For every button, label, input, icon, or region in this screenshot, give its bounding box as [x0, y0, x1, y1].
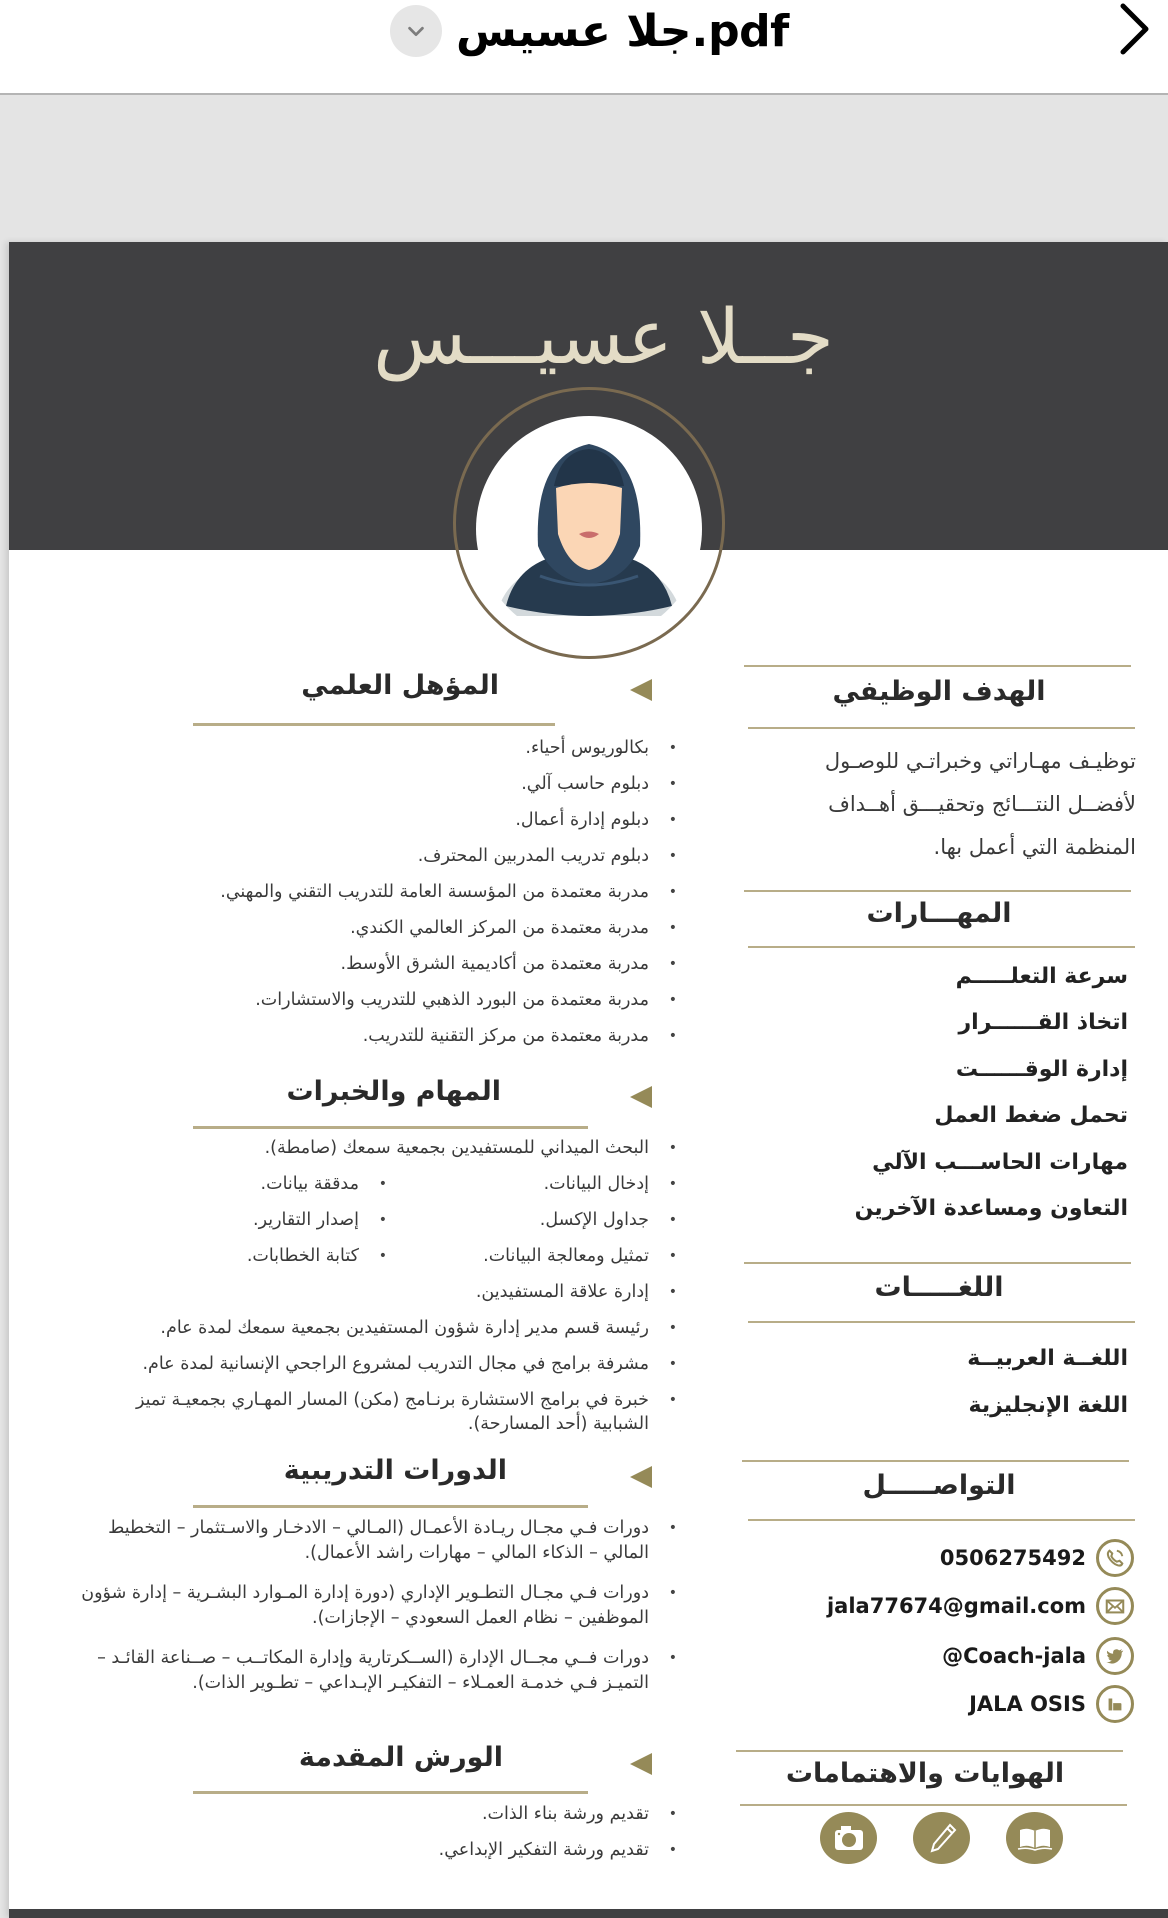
objective-line: المنظمة التي أعمل بها.: [933, 835, 1136, 859]
course-item: • دورات فــي مجــال الإدارة (الســكرتارية وإدارة المكاتــب – صــناعة القائـد – التميـز فـي خدمـة العمـلاء – التفكيـر الإبـداعي – تطـوير الذات).: [79, 1646, 649, 1696]
viewer-top-bar: [0, 0, 1168, 95]
experience-item: • خبرة في برامج الاستشارة برنـامج (مكن) المسار المهـاري بجمعيـة تميز الشبابية (أحد المسارحة).: [79, 1388, 649, 1436]
divider: [748, 946, 1135, 948]
education-item: • مدربة معتمدة من المركز العالمي الكندي.: [350, 916, 649, 940]
experience-item: • مشرفة برامج في مجال التدريب لمشروع الراجحي الإنسانية لمدة عام.: [142, 1352, 649, 1376]
experience-item: • إصدار التقارير.: [253, 1208, 359, 1232]
divider: [744, 890, 1131, 892]
education-item: • دبلوم إدارة أعمال.: [515, 808, 649, 832]
book-icon: [1006, 1812, 1063, 1864]
divider: [193, 1791, 588, 1794]
candidate-name: جــلا عسيـــس: [373, 292, 834, 381]
experience-item: • رئيسة قسم مدير إدارة شؤون المستفيدين بجمعية سمعك لمدة عام.: [160, 1316, 649, 1340]
experience-item: • جداول الإكسل.: [540, 1208, 649, 1232]
course-item: • دورات فـي مجـال ريـادة الأعمـال (المـالي – الادخـار والاسـتثمار – التخطيط المالي – الذكاء المالي – مهارات راشد الأعمال).: [79, 1516, 649, 1566]
objective-line: لأفضــل النتـــائج وتحقيـــق أهــداف: [828, 792, 1136, 816]
courses-title: الدورات التدريبية: [283, 1455, 507, 1486]
experience-item: • إدخال البيانات.: [544, 1172, 649, 1196]
workshop-item: • تقديم ورشة التفكير الإبداعي.: [439, 1838, 649, 1862]
language-item: اللغــة العربيــة: [967, 1346, 1128, 1371]
education-item: • دبلوم تدريب المدربين المحترف.: [418, 844, 649, 868]
title-area: [390, 2, 789, 60]
divider: [736, 1750, 1123, 1752]
experience-item: • كتابة الخطابات.: [247, 1244, 359, 1268]
education-item: • مدربة معتمدة من مركز التقنية للتدريب.: [363, 1024, 649, 1048]
twitter-handle[interactable]: @Coach-jala: [942, 1644, 1086, 1668]
linkedin-icon: [1096, 1685, 1134, 1723]
objective-line: توظيـف مهـاراتي وخبراتـي للوصـول: [824, 749, 1136, 773]
camera-icon: [820, 1812, 877, 1864]
experience-item: • إدارة علاقة المستفيدين.: [476, 1280, 649, 1304]
chevron-right-icon: [1110, 0, 1156, 60]
skill-item: التعاون ومساعدة الآخرين: [854, 1196, 1128, 1221]
hobbies-title: الهوايات والاهتمامات: [785, 1758, 1065, 1789]
contact-phone[interactable]: [940, 1539, 1134, 1577]
languages-title: اللغـــــات: [874, 1272, 1004, 1303]
course-item: • دورات فـي مجـال التطـوير الإداري (دورة إدارة المـوارد البشـرية – إدارة شؤون الموظفين – نظام العمل السعودي – الإجازات).: [79, 1581, 649, 1631]
contact-title: التواصـــــل: [862, 1470, 1016, 1501]
title-menu-button[interactable]: [390, 5, 442, 57]
divider: [193, 1126, 588, 1129]
contact-email[interactable]: [827, 1587, 1134, 1625]
skill-item: اتخاذ القــــــرار: [958, 1010, 1128, 1035]
twitter-icon: [1096, 1637, 1134, 1675]
education-item: • بكالوريوس أحياء.: [525, 736, 649, 760]
education-item: • مدربة معتمدة من المؤسسة العامة للتدريب التقني والمهني.: [220, 880, 649, 904]
footer-band: [9, 1909, 1168, 1918]
experience-item: • تمثيل ومعالجة البيانات.: [483, 1244, 649, 1268]
divider: [193, 723, 555, 726]
section-arrow-icon: [630, 679, 652, 701]
experience-item: • البحث الميداني للمستفيدين بجمعية سمعك (صامطة).: [265, 1136, 649, 1160]
phone-number[interactable]: 0506275492: [939, 1546, 1086, 1570]
divider: [742, 1460, 1129, 1462]
objective-title: الهدف الوظيفي: [832, 676, 1046, 707]
divider: [193, 1505, 588, 1508]
education-item: • دبلوم حاسب آلي.: [521, 772, 649, 796]
pencil-icon: [913, 1812, 970, 1864]
section-arrow-icon: [630, 1466, 652, 1488]
forward-button[interactable]: [1110, 0, 1156, 60]
divider: [748, 727, 1135, 729]
contact-twitter[interactable]: [942, 1637, 1134, 1675]
divider: [744, 665, 1131, 667]
experience-item: • مدققة بيانات.: [261, 1172, 359, 1196]
chevron-down-icon: [405, 20, 427, 42]
workshop-item: • تقديم ورشة بناء الذات.: [482, 1802, 649, 1826]
email-address[interactable]: jala77674@gmail.com: [826, 1594, 1086, 1618]
divider: [740, 1804, 1127, 1806]
education-item: • مدربة معتمدة من البورد الذهبي للتدريب والاستشارات.: [255, 988, 649, 1012]
skill-item: مهارات الحاســـب الآلي: [872, 1150, 1128, 1175]
skills-title: المهـــارات: [866, 898, 1012, 929]
divider: [748, 1519, 1135, 1521]
mail-icon: [1096, 1587, 1134, 1625]
file-title: جلا عسيس.pdf: [456, 5, 789, 57]
skill-item: سرعة التعلـــــم: [955, 964, 1128, 989]
section-arrow-icon: [630, 1753, 652, 1775]
avatar: [476, 416, 702, 642]
divider: [748, 1321, 1135, 1323]
divider: [744, 1262, 1131, 1264]
hijab-avatar-icon: [476, 416, 702, 642]
skill-item: تحمل ضغط العمل: [934, 1103, 1128, 1128]
linkedin-name[interactable]: JALA OSIS: [969, 1692, 1086, 1716]
phone-icon: [1096, 1539, 1134, 1577]
skill-item: إدارة الوقــــــت: [955, 1057, 1128, 1082]
pdf-page: [9, 242, 1168, 1918]
objective-text: [756, 740, 1136, 869]
section-arrow-icon: [630, 1086, 652, 1108]
education-title: المؤهل العلمي: [301, 670, 499, 701]
experience-title: المهام والخبرات: [286, 1076, 501, 1107]
language-item: اللغة الإنجليزية: [968, 1393, 1128, 1418]
contact-linkedin[interactable]: [969, 1685, 1134, 1723]
workshops-title: الورش المقدمة: [298, 1742, 503, 1773]
education-item: • مدربة معتمدة من أكاديمية الشرق الأوسط.: [341, 952, 649, 976]
